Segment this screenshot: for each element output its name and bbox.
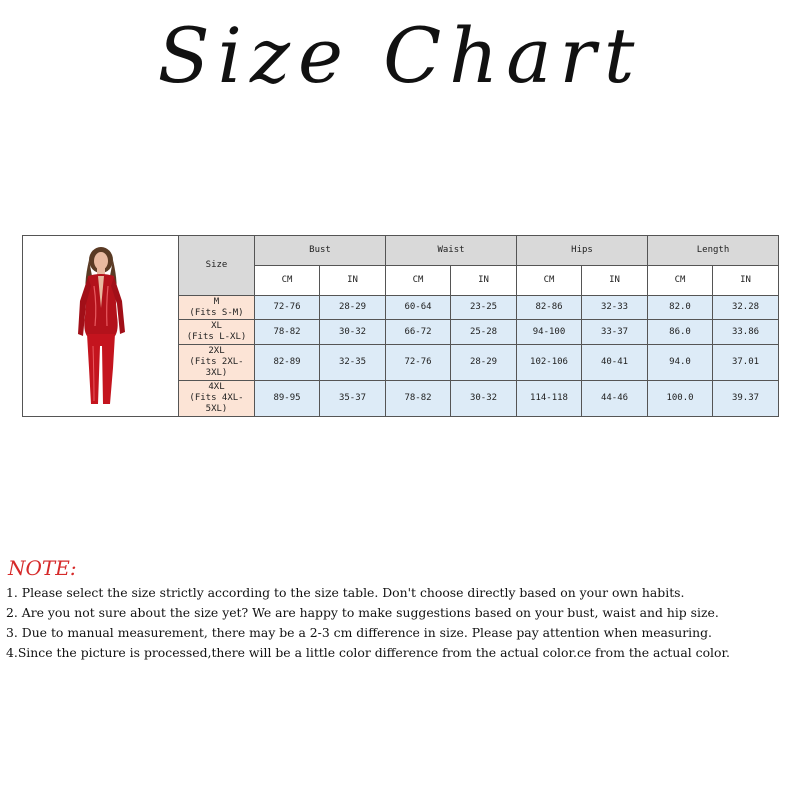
bust-header: Bust xyxy=(255,236,386,266)
unit-header: IN xyxy=(320,266,386,296)
value-cell: 72-76 xyxy=(386,344,451,380)
model-figure-image xyxy=(61,246,141,406)
value-cell: 25-28 xyxy=(451,320,517,344)
note-item: 4.Since the picture is processed,there will be a little color difference from the actual color.ce from the actual color. xyxy=(6,645,730,660)
unit-header: CM xyxy=(648,266,713,296)
unit-header: IN xyxy=(582,266,648,296)
unit-header: CM xyxy=(517,266,582,296)
value-cell: 72-76 xyxy=(255,296,320,320)
value-cell: 89-95 xyxy=(255,380,320,416)
unit-header: CM xyxy=(386,266,451,296)
value-cell: 33.86 xyxy=(713,320,779,344)
unit-header: CM xyxy=(255,266,320,296)
page-title: Size Chart xyxy=(157,11,643,100)
size-cell xyxy=(179,296,255,320)
size-fits: (Fits 4XL-5XL) xyxy=(189,392,244,414)
value-cell: 23-25 xyxy=(451,296,517,320)
size-label: 4XL xyxy=(208,381,225,392)
value-cell: 28-29 xyxy=(451,344,517,380)
value-cell: 94.0 xyxy=(648,344,713,380)
value-cell: 28-29 xyxy=(320,296,386,320)
value-cell: 30-32 xyxy=(320,320,386,344)
size-chart-table xyxy=(22,235,779,417)
waist-header: Waist xyxy=(386,236,517,266)
value-cell: 82-89 xyxy=(255,344,320,380)
note-item: 1. Please select the size strictly according to the size table. Don't choose directly based on your own habits. xyxy=(6,585,685,600)
size-fits: (Fits L-XL) xyxy=(186,332,247,343)
value-cell: 30-32 xyxy=(451,380,517,416)
length-header: Length xyxy=(648,236,779,266)
value-cell: 66-72 xyxy=(386,320,451,344)
value-cell: 82.0 xyxy=(648,296,713,320)
value-cell: 33-37 xyxy=(582,320,648,344)
size-label: M xyxy=(213,296,220,307)
value-cell: 32-33 xyxy=(582,296,648,320)
value-cell: 94-100 xyxy=(517,320,582,344)
size-column-header: Size xyxy=(179,236,255,296)
value-cell: 40-41 xyxy=(582,344,648,380)
unit-header: IN xyxy=(451,266,517,296)
size-label: 2XL xyxy=(208,345,225,356)
model-photo xyxy=(23,236,179,417)
value-cell: 78-82 xyxy=(386,380,451,416)
value-cell: 60-64 xyxy=(386,296,451,320)
note-item: 2. Are you not sure about the size yet? We are happy to make suggestions based on your bust, waist and hip size. xyxy=(6,605,719,620)
value-cell: 32.28 xyxy=(713,296,779,320)
size-cell xyxy=(179,320,255,344)
note-item: 3. Due to manual measurement, there may be a 2-3 cm difference in size. Please pay attention when measuring. xyxy=(6,625,712,640)
value-cell: 100.0 xyxy=(648,380,713,416)
size-fits: (Fits S-M) xyxy=(189,307,244,318)
size-label: XL xyxy=(211,321,222,332)
value-cell: 37.01 xyxy=(713,344,779,380)
group-header-row xyxy=(23,236,779,266)
value-cell: 86.0 xyxy=(648,320,713,344)
hips-header: Hips xyxy=(517,236,648,266)
value-cell: 39.37 xyxy=(713,380,779,416)
value-cell: 102-106 xyxy=(517,344,582,380)
size-cell xyxy=(179,380,255,416)
size-cell xyxy=(179,344,255,380)
value-cell: 78-82 xyxy=(255,320,320,344)
unit-header: IN xyxy=(713,266,779,296)
note-title: NOTE: xyxy=(8,556,77,580)
value-cell: 114-118 xyxy=(517,380,582,416)
value-cell: 32-35 xyxy=(320,344,386,380)
value-cell: 44-46 xyxy=(582,380,648,416)
note-list xyxy=(6,583,800,663)
value-cell: 35-37 xyxy=(320,380,386,416)
size-fits: (Fits 2XL-3XL) xyxy=(189,356,244,378)
value-cell: 82-86 xyxy=(517,296,582,320)
